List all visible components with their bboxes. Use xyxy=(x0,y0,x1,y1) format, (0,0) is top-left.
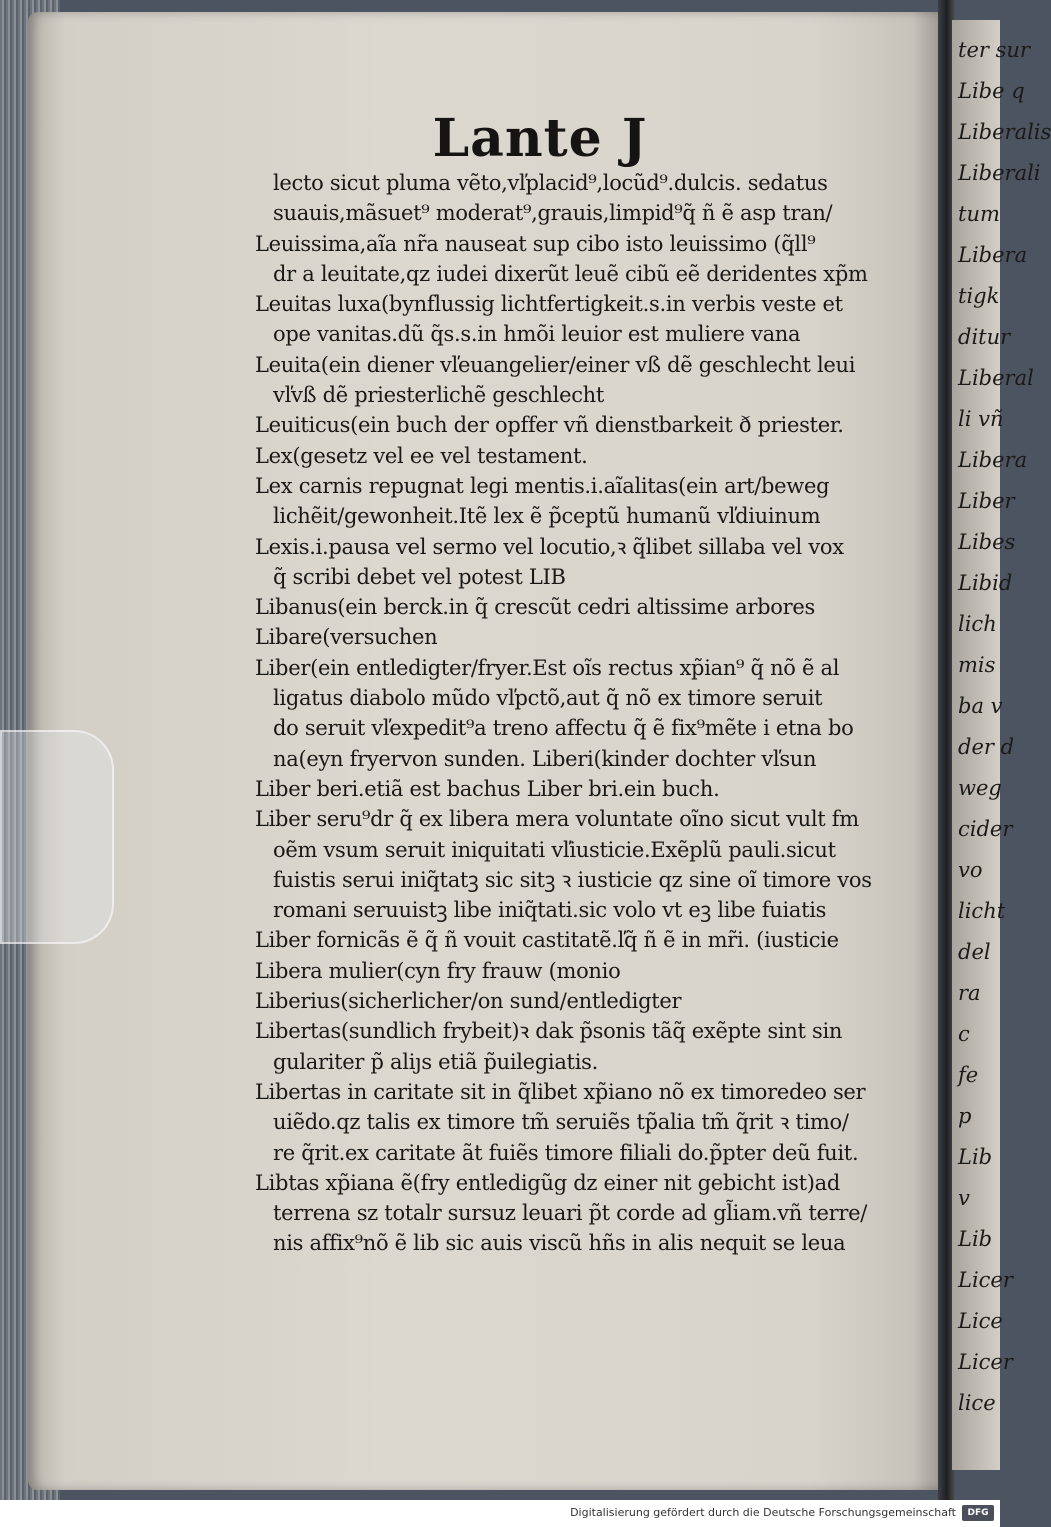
facing-page-fragment: Libid xyxy=(958,571,1013,595)
facing-page-fragment: vo xyxy=(958,858,983,882)
text-line: Lex carnis repugnat legi mentis.i.aĩalitas(ein art/beweg xyxy=(255,473,830,498)
text-line: Leuita(ein diener vľeuangelier/einer vß dẽ geschlecht leui xyxy=(255,352,856,377)
text-line: q̃ scribi debet vel potest LIB xyxy=(273,564,566,589)
facing-page-edge xyxy=(952,20,1051,1470)
facing-page-fragment: p xyxy=(958,1104,972,1128)
text-line: Liber beri.etiã est bachus Liber bri.ein buch. xyxy=(255,776,720,801)
facing-page-fragment: Licer xyxy=(958,1350,1013,1374)
facing-page-fragment: Liber xyxy=(958,489,1015,513)
text-line: Libare(versuchen xyxy=(255,625,438,650)
facing-page-fragment: Lib xyxy=(958,1227,993,1251)
facing-page-fragment: Licer xyxy=(958,1268,1013,1292)
facing-page-fragment: licht xyxy=(958,899,1006,923)
facing-page-fragment: der d xyxy=(958,735,1015,759)
facing-page-fragment: tum xyxy=(958,202,1000,226)
text-line: Libertas(sundlich frybeit)ꝛ dak p̃sonis tãq̃ exẽpte sint sin xyxy=(255,1019,843,1044)
text-line: Leuiticus(ein buch der opffer vñ dienstbarkeit ð priester. xyxy=(255,413,844,438)
text-line: na(eyn fryervon sunden. Liberi(kinder dochter vľsun xyxy=(273,746,817,771)
facing-page-fragment: lich xyxy=(958,612,997,636)
facing-page-fragment: ditur xyxy=(958,325,1011,349)
text-line: Libanus(ein berck.in q̃ crescũt cedri altissime arbores xyxy=(255,595,815,620)
facing-page-fragment: v xyxy=(958,1186,970,1210)
text-line: Libtas xp̃iana ẽ(fry entledigũg dz einer nit gebicht ist)ad xyxy=(255,1170,840,1195)
text-line: nis affix⁹nõ ẽ lib sic auis viscũ hñs in alis nequit se leua xyxy=(273,1231,846,1256)
text-line: uiẽdo.qz talis ex timore tm̃ seruiẽs tp̃alia tm̃ q̃rit ꝛ timo/ xyxy=(273,1110,849,1135)
text-line: Lex(gesetz vel ee vel testament. xyxy=(255,443,588,468)
facing-page-fragment: li vñ xyxy=(958,407,1004,431)
text-line: terrena sz totalr sursuz leuari p̃t corde ad gl̃iam.vñ terre/ xyxy=(273,1201,868,1226)
facing-page-fragment: ra xyxy=(958,981,981,1005)
facing-page-fragment: mis xyxy=(958,653,996,677)
facing-page-fragment: Liberali xyxy=(958,161,1041,185)
page-heading: Lante J xyxy=(432,108,648,169)
text-line: Liber fornicãs ẽ q̃ ñ vouit castitatẽ.ľq̃ ñ ẽ in mr̃i. (iusticie xyxy=(255,928,839,953)
facing-page-fragment: tigk xyxy=(958,284,1000,308)
text-line: fuistis serui iniq̃tatꝫ sic sitꝫ ꝛ iusticie qz sine oĩ timore vos xyxy=(273,867,872,892)
facing-page-fragment: cider xyxy=(958,817,1013,841)
text-line: Liber seru⁹dr q̃ ex libera mera voluntate oĩno sicut vult fm xyxy=(255,807,859,832)
facing-page-fragment: Libe q xyxy=(958,79,1025,103)
facing-page-fragment: c xyxy=(958,1022,970,1046)
text-line: Leuissima,aĩa nr̃a nauseat sup cibo isto leuissimo (q̃ll⁹ xyxy=(255,231,816,256)
funding-credit: Digitalisierung gefördert durch die Deutsche Forschungsgemeinschaft xyxy=(570,1506,956,1519)
text-line: dr a leuitate,qz iudei dixerũt leuẽ cibũ eẽ deridentes xp̃m xyxy=(273,261,868,286)
footer-bar xyxy=(0,1500,1000,1527)
text-line: Libertas in caritate sit in q̃libet xp̃iano nõ ex timoredeo ser xyxy=(255,1079,866,1104)
text-line: Leuitas luxa(bynflussig lichtfertigkeit.s.in verbis veste et xyxy=(255,292,843,317)
text-line: oẽm vsum seruit iniquitati vľiusticie.Exẽplũ pauli.sicut xyxy=(273,837,836,862)
facing-page-fragment: weg xyxy=(958,776,1002,800)
dfg-logo: DFG xyxy=(962,1505,994,1521)
facing-page-fragment: ba v xyxy=(958,694,1003,718)
text-line: Lexis.i.pausa vel sermo vel locutio,ꝛ q̃libet sillaba vel vox xyxy=(255,534,844,559)
facing-page-fragment: Liberalis xyxy=(958,120,1051,144)
text-line: suauis,mãsuet⁹ moderat⁹,grauis,limpid⁹q̃ ñ ẽ asp tran/ xyxy=(273,201,833,226)
text-line: do seruit vľexpedit⁹a treno affectu q̃ ẽ fix⁹mẽte i etna bo xyxy=(273,716,854,741)
facing-page-fragment: Libera xyxy=(958,243,1028,267)
facing-page-fragment: fe xyxy=(958,1063,979,1087)
facing-page-fragment: Libes xyxy=(958,530,1016,554)
facing-page-fragment: Liberal xyxy=(958,366,1034,390)
text-line: re q̃rit.ex caritate ãt fuiẽs timore filiali do.p̃pter deũ fuit. xyxy=(273,1140,859,1165)
text-line: romani seruuistꝫ libe iniq̃tati.sic volo vt eꝫ libe fuiatis xyxy=(273,898,827,923)
facing-page-fragment: del xyxy=(958,940,991,964)
page-clip xyxy=(0,730,114,944)
text-line: ope vanitas.dũ q̃s.s.in hmõi leuior est muliere vana xyxy=(273,322,801,347)
text-line: lichẽit/gewonheit.Itẽ lex ẽ p̃ceptũ humanũ vľdiuinum xyxy=(273,504,821,529)
text-line: Liberius(sicherlicher/on sund/entledigter xyxy=(255,989,682,1014)
text-line: Liber(ein entledigter/fryer.Est oĩs rectus xp̃ian⁹ q̃ nõ ẽ al xyxy=(255,655,840,680)
text-line: vľvß dẽ priesterlichẽ geschlecht xyxy=(273,383,605,408)
facing-page-fragment: Lib xyxy=(958,1145,993,1169)
facing-page-fragment: lice xyxy=(958,1391,996,1415)
text-line: lecto sicut pluma vẽto,vľplacid⁹,locũd⁹.dulcis. sedatus xyxy=(273,171,828,195)
text-line: Libera mulier(cyn fry frauw (monio xyxy=(255,958,621,983)
facing-page-fragment: Libera xyxy=(958,448,1028,472)
text-line: gulariter p̃ aliȷs etiã p̃uilegiatis. xyxy=(273,1049,598,1074)
facing-page-fragment: ter sur xyxy=(958,38,1030,62)
facing-page-fragment: Lice xyxy=(958,1309,1003,1333)
text-line: ligatus diabolo mũdo vľpctõ,aut q̃ nõ ex timore seruit xyxy=(273,686,823,711)
text-block xyxy=(255,168,915,1259)
